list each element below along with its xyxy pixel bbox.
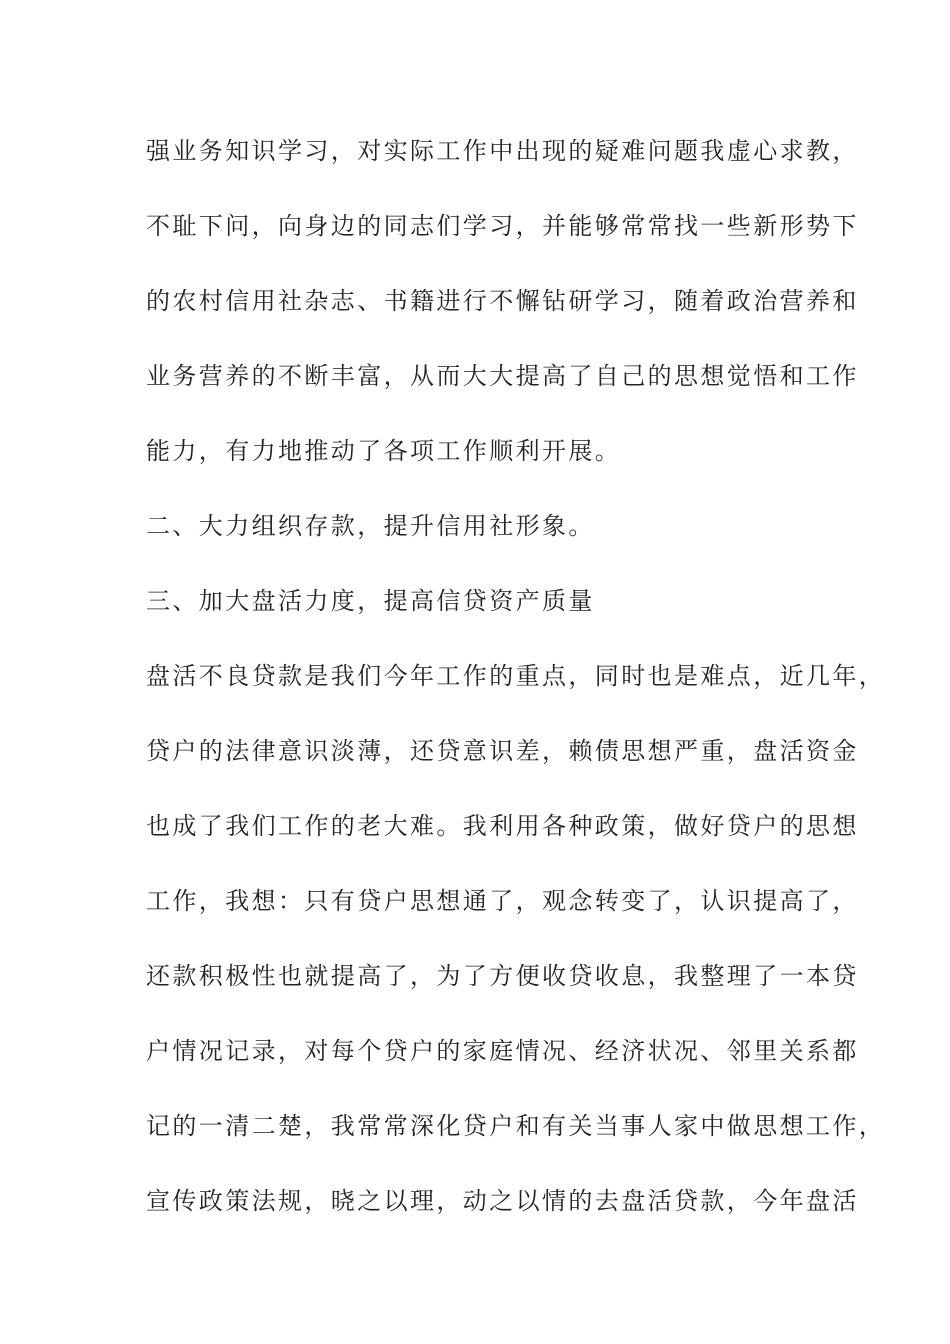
text-line: 能力，有力地推动了各项工作顺利开展。: [146, 437, 622, 465]
text-line: 宣传政策法规，晓之以理，动之以情的去盘活贷款，今年盘活: [146, 1187, 859, 1215]
text-line: 也成了我们工作的老大难。我利用各种政策，做好贷户的思想: [146, 812, 859, 840]
text-line: 工作，我想：只有贷户思想通了，观念转变了，认识提高了，: [146, 887, 859, 915]
text-line: 业务营养的不断丰富，从而大大提高了自己的思想觉悟和工作: [146, 362, 859, 390]
text-line: 的农村信用社杂志、书籍进行不懈钻研学习，随着政治营养和: [146, 287, 859, 315]
text-line: 贷户的法律意识淡薄，还贷意识差，赖债思想严重，盘活资金: [146, 737, 859, 765]
text-line: 不耻下问，向身边的同志们学习，并能够常常找一些新形势下: [146, 212, 859, 240]
text-line: 记的一清二楚，我常常深化贷户和有关当事人家中做思想工作，: [146, 1112, 886, 1140]
text-line: 还款积极性也就提高了，为了方便收贷收息，我整理了一本贷: [146, 962, 859, 990]
text-line: 盘活不良贷款是我们今年工作的重点，同时也是难点，近几年，: [146, 662, 886, 690]
text-line: 强业务知识学习，对实际工作中出现的疑难问题我虚心求教，: [146, 137, 859, 165]
section-heading: 三、加大盘活力度，提高信贷资产质量: [146, 587, 595, 615]
text-line: 户情况记录，对每个贷户的家庭情况、经济状况、邻里关系都: [146, 1037, 859, 1065]
section-heading: 二、大力组织存款，提升信用社形象。: [146, 512, 595, 540]
